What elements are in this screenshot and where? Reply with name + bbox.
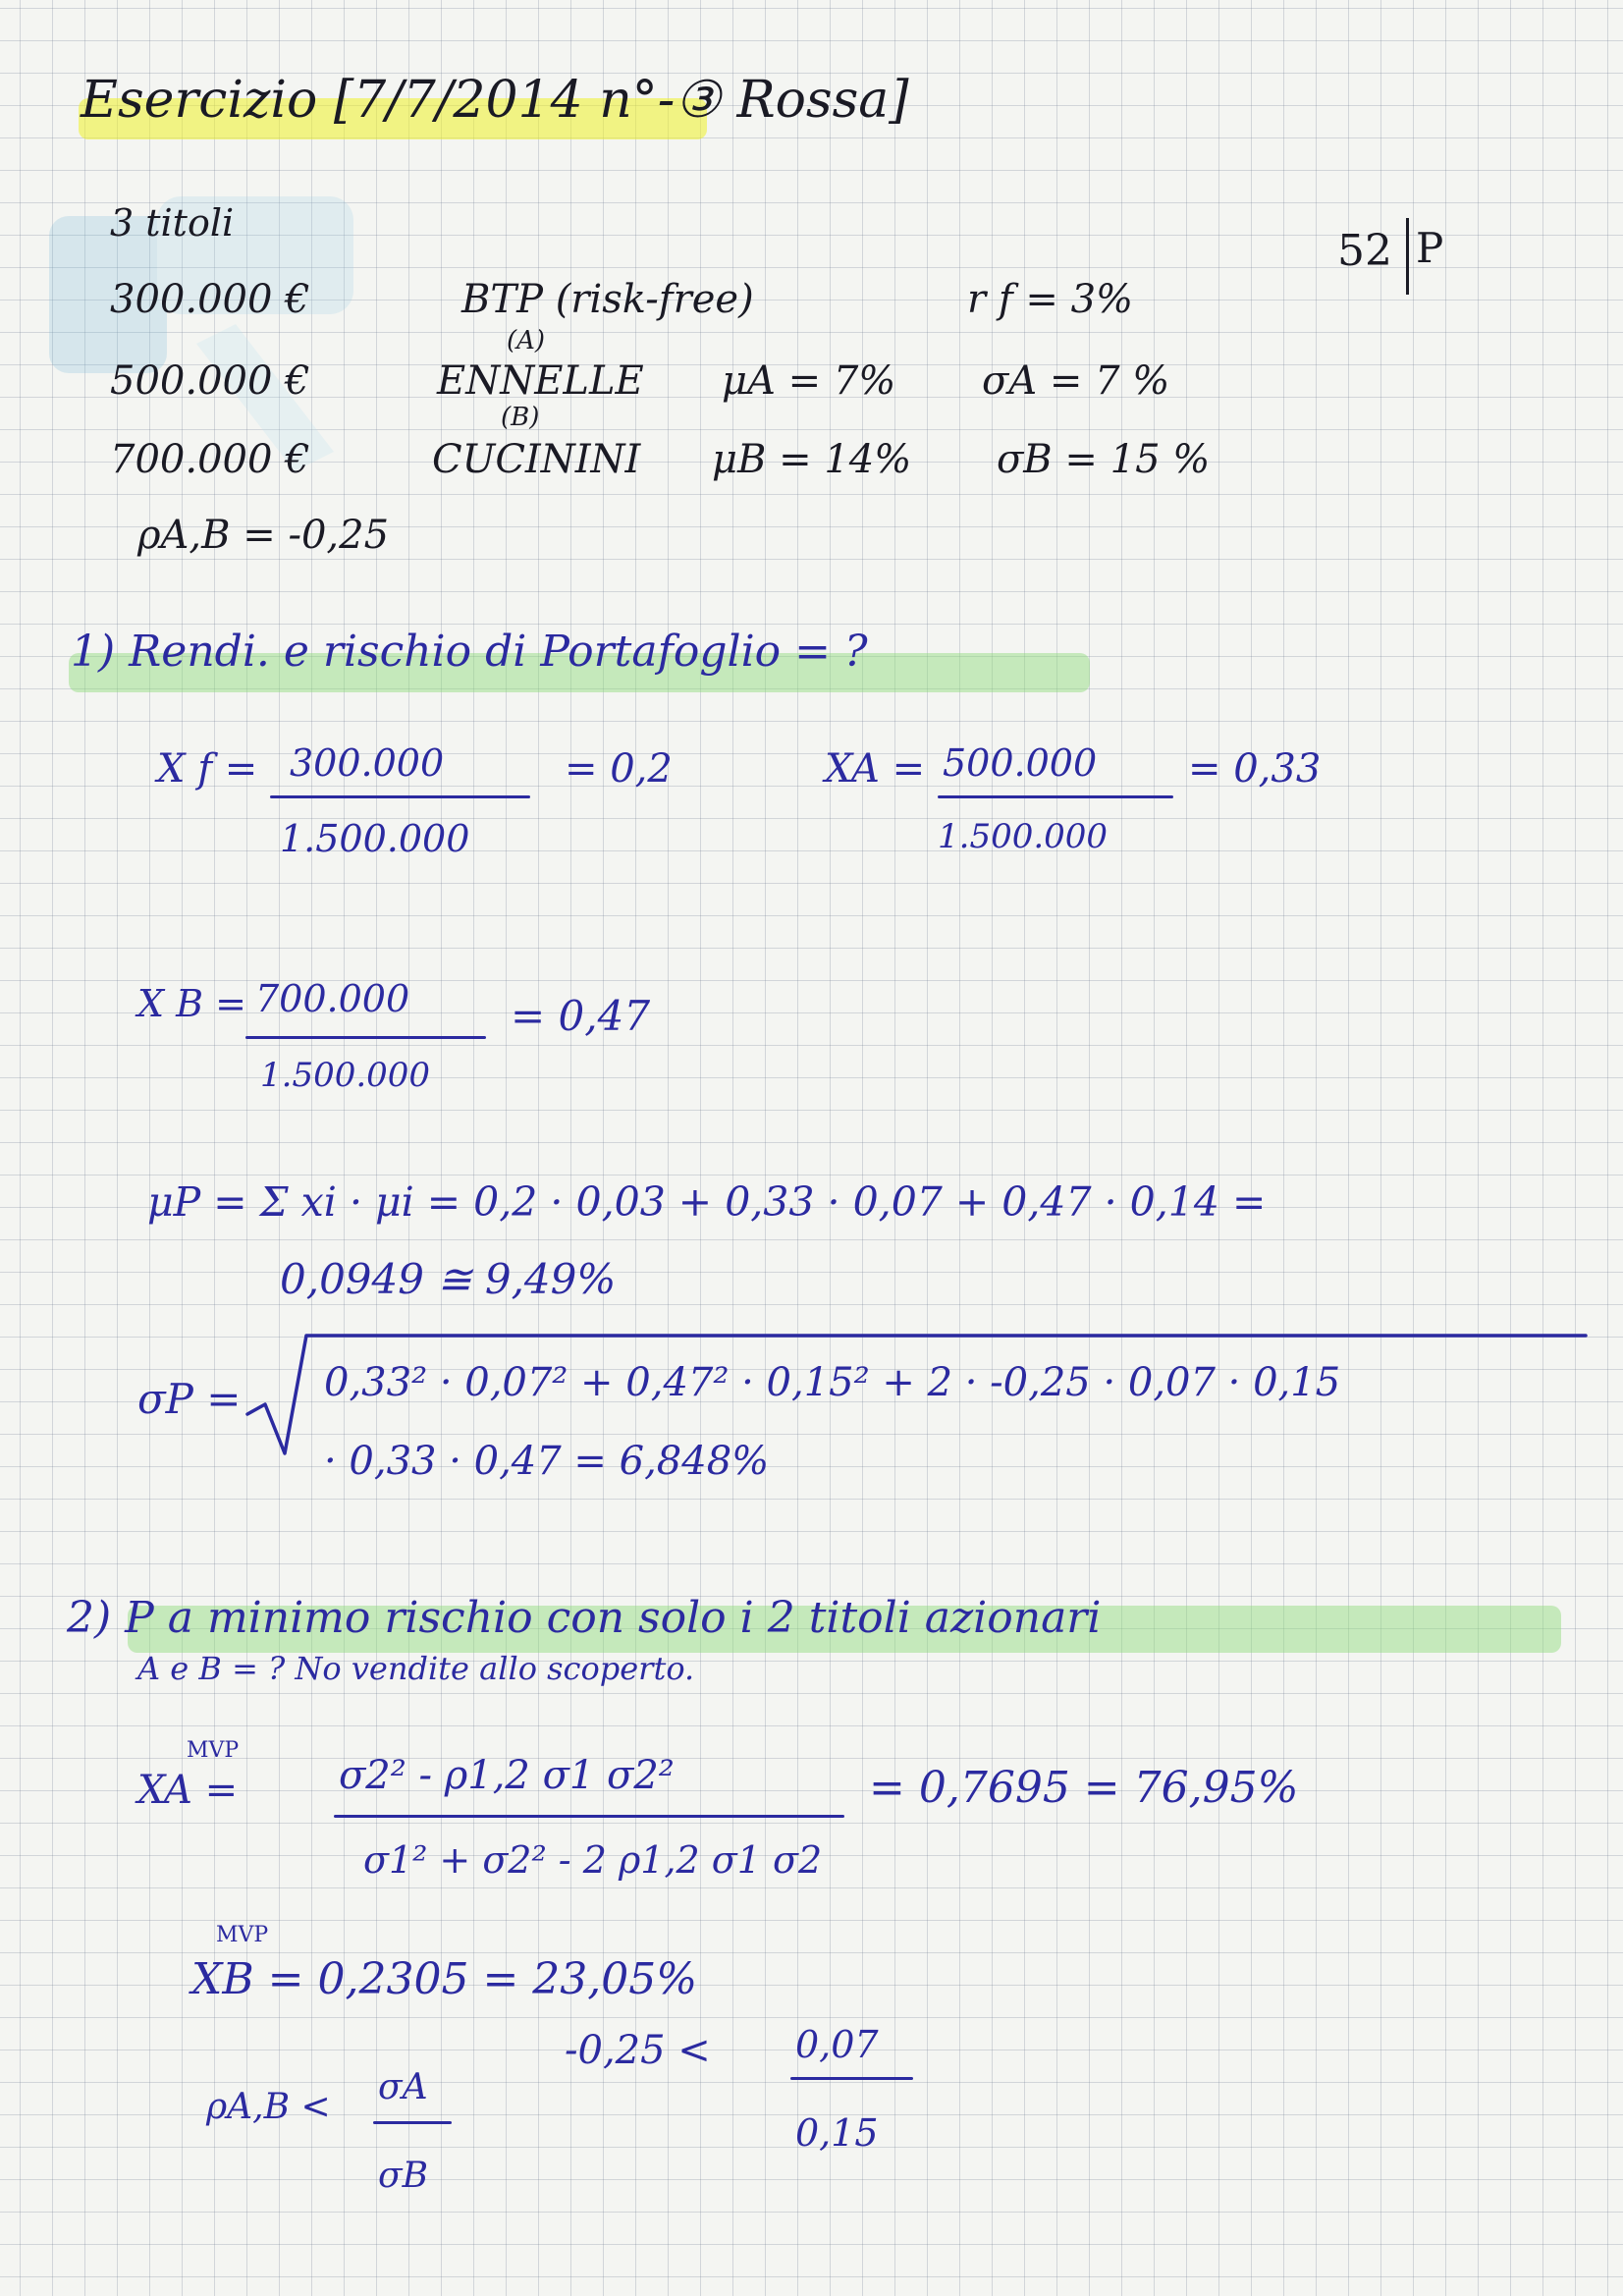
ennelle-amount: 500.000 € xyxy=(110,358,310,404)
q2-title-line1: 2) P a minimo rischio con solo i 2 titoli azionari xyxy=(67,1593,1102,1643)
btp-rate: r f = 3% xyxy=(967,277,1134,322)
mu-p-line1: μP = Σ xi · μi = 0,2 · 0,03 + 0,33 · 0,07 + 0,47 · 0,14 = xyxy=(147,1178,1267,1226)
xf-fraction-bar xyxy=(270,795,530,798)
data-line-titles: 3 titoli xyxy=(110,201,235,245)
page-number-divider xyxy=(1406,218,1409,295)
sigma-p-lhs: σP = xyxy=(137,1375,242,1423)
xa-numerator: 500.000 xyxy=(943,741,1098,785)
xf-result: = 0,2 xyxy=(565,746,673,792)
xb-mvp-superscript: MVP xyxy=(216,1923,269,1947)
xa-mvp-fraction-bar xyxy=(334,1815,844,1818)
correlation-ab: ρA,B = -0,25 xyxy=(137,513,390,558)
xa-denominator: 1.500.000 xyxy=(938,817,1109,856)
xf-lhs: X f = xyxy=(157,746,258,792)
ineq-sigma-a: σA xyxy=(378,2067,428,2107)
ineq-sigma-b: σB xyxy=(378,2156,429,2196)
xb-mvp-value: XB = 0,2305 = 23,05% xyxy=(191,1954,698,2004)
xb-lhs: X B = xyxy=(137,982,246,1025)
ennelle-tag: (A) xyxy=(507,326,546,355)
cucinini-amount: 700.000 € xyxy=(110,437,310,482)
xb-numerator: 700.000 xyxy=(255,977,410,1020)
ineq-fraction-bar xyxy=(790,2077,913,2080)
cucinini-sigma: σB = 15 % xyxy=(997,437,1211,482)
xa-fraction-bar xyxy=(938,795,1173,798)
ennelle-name: ENNELLE xyxy=(437,358,644,404)
cucinini-name: CUCININI xyxy=(432,437,641,482)
xa-mvp-lhs: XA = xyxy=(137,1768,239,1813)
xf-denominator: 1.500.000 xyxy=(280,817,470,860)
ineq-lhs: ρA,B < xyxy=(206,2087,331,2127)
xa-mvp-numerator: σ2² - ρ1,2 σ1 σ2² xyxy=(339,1753,675,1798)
page-title: Esercizio [7/7/2014 n°-③ Rossa] xyxy=(81,71,909,130)
page-number-letter: P xyxy=(1416,224,1444,272)
xa-mvp-result: = 0,7695 = 76,95% xyxy=(869,1763,1299,1813)
xa-result: = 0,33 xyxy=(1188,746,1322,792)
xb-result: = 0,47 xyxy=(511,992,651,1040)
page-number: 52 xyxy=(1337,226,1392,276)
xf-numerator: 300.000 xyxy=(290,741,445,785)
ennelle-mu: μA = 7% xyxy=(722,358,896,404)
sigma-p-line1: 0,33² · 0,07² + 0,47² · 0,15² + 2 · -0,25 · 0,07 · 0,15 xyxy=(324,1360,1341,1405)
q2-title-line2: A e B = ? No vendite allo scoperto. xyxy=(137,1650,695,1687)
ineq-sigma-fraction-bar xyxy=(373,2121,452,2124)
ineq-numerator: 0,07 xyxy=(795,2023,879,2066)
q1-title: 1) Rendi. e rischio di Portafoglio = ? xyxy=(71,627,868,677)
xa-mvp-denominator: σ1² + σ2² - 2 ρ1,2 σ1 σ2 xyxy=(363,1838,823,1882)
xb-denominator: 1.500.000 xyxy=(260,1056,431,1095)
mu-p-line2: 0,0949 ≅ 9,49% xyxy=(280,1255,617,1303)
sigma-p-line2: · 0,33 · 0,47 = 6,848% xyxy=(324,1439,770,1484)
ennelle-sigma: σA = 7 % xyxy=(982,358,1170,404)
xb-fraction-bar xyxy=(245,1036,486,1039)
ineq-right-side: -0,25 < xyxy=(565,2028,711,2073)
cucinini-tag: (B) xyxy=(501,403,540,432)
btp-name: BTP (risk-free) xyxy=(461,277,754,322)
xa-lhs: XA = xyxy=(825,746,926,792)
xa-mvp-superscript: MVP xyxy=(187,1738,240,1763)
cucinini-mu: μB = 14% xyxy=(712,437,912,482)
btp-amount: 300.000 € xyxy=(110,277,310,322)
ineq-denominator: 0,15 xyxy=(795,2111,879,2155)
